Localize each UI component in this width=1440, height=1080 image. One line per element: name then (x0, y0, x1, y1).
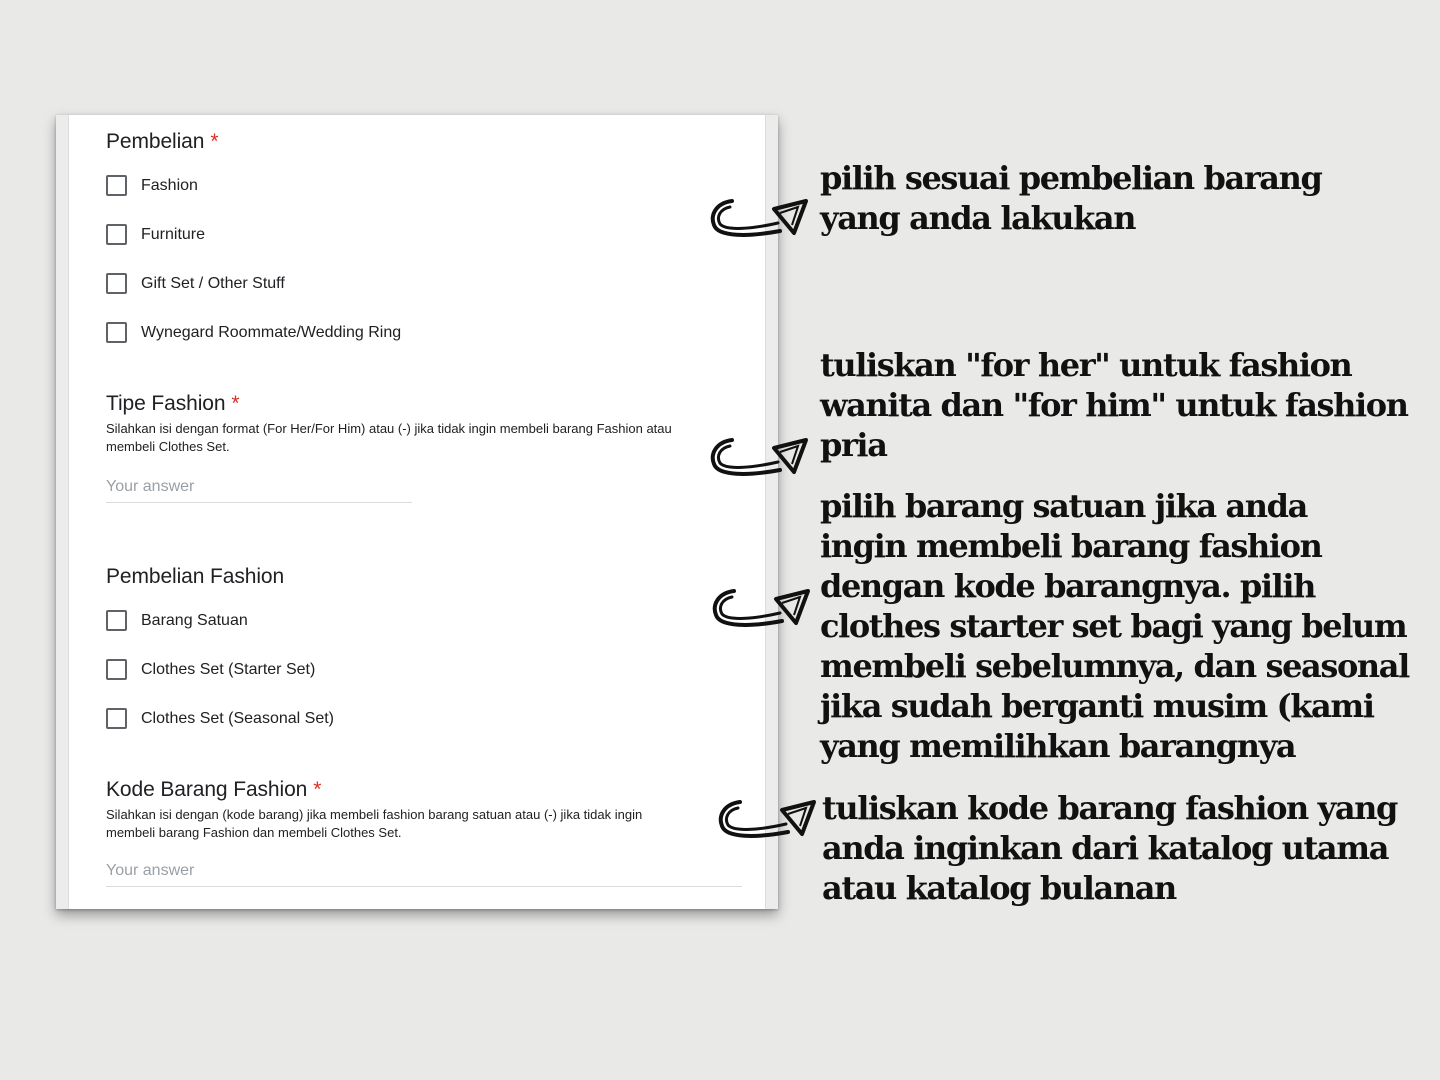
hand-drawn-curved-arrow-icon (716, 794, 816, 844)
checkbox-icon[interactable] (106, 273, 127, 294)
question-description: Silahkan isi dengan (kode barang) jika membeli fashion barang satuan atau (-) jika tidak ingin membeli barang Fashion dan membeli Clothes Set. (106, 807, 643, 840)
question-title: Tipe Fashion * (106, 392, 240, 415)
option-wynegard[interactable] (106, 308, 742, 357)
checkbox-icon[interactable] (106, 224, 127, 245)
option-label: Wynegard Roommate/Wedding Ring (141, 323, 402, 341)
question-tipe-fashion (106, 392, 742, 503)
option-barang-satuan[interactable] (106, 596, 742, 645)
question-pembelian (106, 130, 742, 357)
option-gift-set[interactable] (106, 259, 742, 308)
option-label: Fashion (141, 176, 198, 194)
annotation-tipe-fashion: tuliskan "for her" untuk fashion wanita dan "for him" untuk fashion pria (820, 346, 1408, 464)
checkbox-icon[interactable] (106, 708, 127, 729)
question-description: Silahkan isi dengan format (For Her/For Him) atau (-) jika tidak ingin membeli barang Fashion atau membeli Clothes Set. (106, 421, 672, 454)
option-fashion[interactable] (106, 161, 742, 210)
annotation-pembelian: pilih sesuai pembelian barang yang anda lakukan (820, 159, 1322, 237)
checkbox-icon[interactable] (106, 610, 127, 631)
option-furniture[interactable] (106, 210, 742, 259)
question-pembelian-fashion (106, 565, 742, 743)
annotation-kode-barang: tuliskan kode barang fashion yang anda inginkan dari katalog utama atau katalog bulanan (822, 789, 1398, 907)
google-form-card (56, 115, 778, 909)
required-asterisk: * (313, 778, 322, 801)
question-title: Pembelian * (106, 130, 219, 153)
option-label: Barang Satuan (141, 611, 248, 629)
question-title: Pembelian Fashion (106, 565, 285, 588)
annotation-pembelian-fashion: pilih barang satuan jika anda ingin membeli barang fashion dengan kode barangnya. pilih clothes starter set bagi yang belum membeli sebelumnya, dan seasonal jika sudah berganti musim (kami yang memilihkan barangnya (820, 487, 1409, 765)
hand-drawn-curved-arrow-icon (708, 193, 808, 243)
option-label: Clothes Set (Seasonal Set) (141, 709, 334, 727)
required-asterisk: * (210, 130, 219, 153)
hand-drawn-curved-arrow-icon (710, 583, 810, 633)
option-label: Gift Set / Other Stuff (141, 274, 285, 292)
option-label: Furniture (141, 225, 206, 243)
question-title: Kode Barang Fashion * (106, 778, 322, 801)
required-asterisk: * (231, 392, 240, 415)
option-seasonal-set[interactable] (106, 694, 742, 743)
option-starter-set[interactable] (106, 645, 742, 694)
answer-input-kode-barang[interactable]: Your answer (106, 862, 742, 887)
checkbox-icon[interactable] (106, 175, 127, 196)
question-kode-barang (106, 778, 742, 887)
hand-drawn-curved-arrow-icon (708, 432, 808, 482)
checkbox-icon[interactable] (106, 322, 127, 343)
option-label: Clothes Set (Starter Set) (141, 660, 316, 678)
answer-input-tipe-fashion[interactable]: Your answer (106, 478, 412, 503)
checkbox-icon[interactable] (106, 659, 127, 680)
